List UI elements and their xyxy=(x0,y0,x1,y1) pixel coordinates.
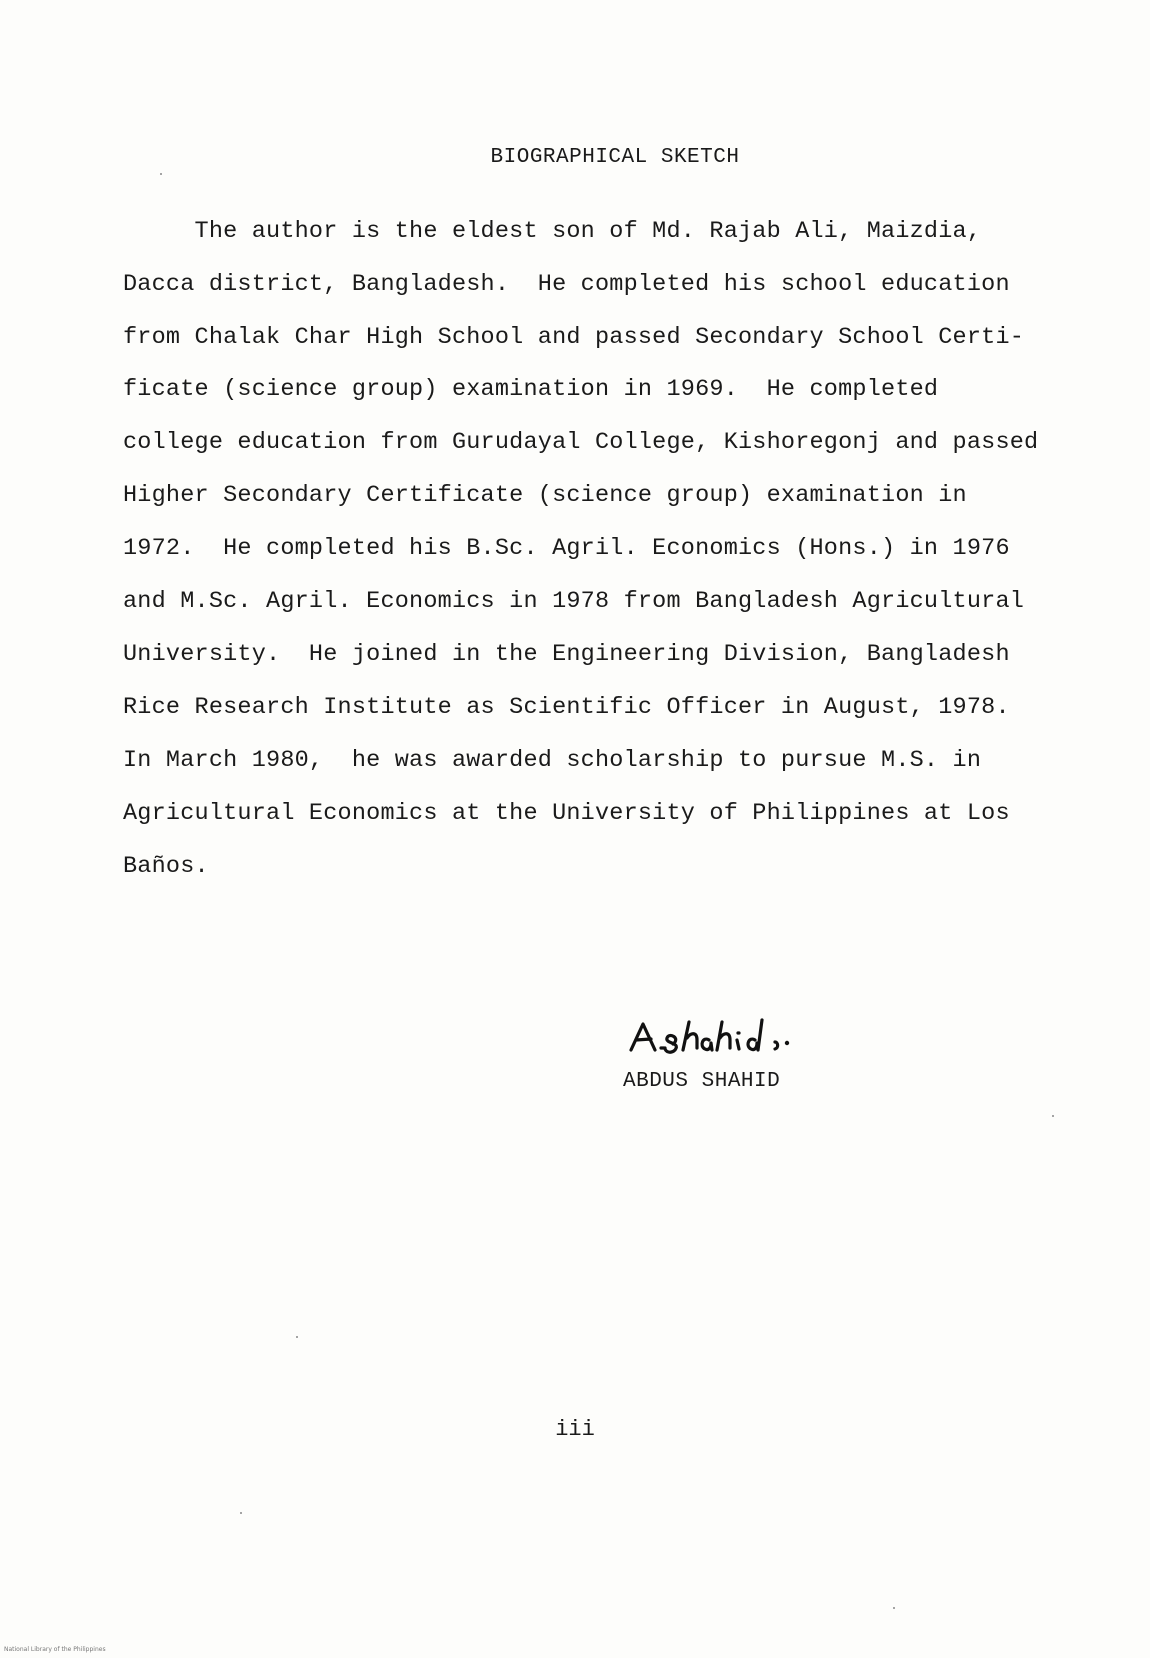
paragraph-line: ficate (science group) examination in 1969. He completed xyxy=(123,376,939,403)
paragraph-line: Higher Secondary Certificate (science group) examination in xyxy=(123,482,967,509)
paragraph-line: and M.Sc. Agril. Economics in 1978 from Bangladesh Agricultural xyxy=(123,588,1025,615)
scan-speck xyxy=(160,173,162,175)
paragraph-line: Agricultural Economics at the University of Philippines at Los xyxy=(123,800,1010,827)
page-number: iii xyxy=(555,1417,595,1442)
paragraph-line: In March 1980, he was awarded scholarship to pursue M.S. in xyxy=(123,747,982,774)
footer-watermark: National Library of the Philippines xyxy=(4,1646,106,1653)
paragraph-line: college education from Gurudayal College, Kishoregonj and passed xyxy=(123,429,1039,456)
page-title: BIOGRAPHICAL SKETCH xyxy=(490,146,740,169)
scan-speck xyxy=(893,1607,895,1609)
scan-speck xyxy=(240,1512,242,1514)
paragraph-line: Dacca district, Bangladesh. He completed his school education xyxy=(123,271,1010,298)
signer-name: ABDUS SHAHID xyxy=(623,1070,781,1093)
paragraph-line: from Chalak Char High School and passed Secondary School Certi- xyxy=(123,324,1025,351)
paragraph-line: The author is the eldest son of Md. Rajab Ali, Maizdia, xyxy=(123,218,982,245)
paragraph-line: Rice Research Institute as Scientific Officer in August, 1978. xyxy=(123,694,1010,721)
paragraph-line: University. He joined in the Engineering Division, Bangladesh xyxy=(123,641,1010,668)
scan-speck xyxy=(296,1336,298,1338)
paragraph-line: 1972. He completed his B.Sc. Agril. Economics (Hons.) in 1976 xyxy=(123,535,1010,562)
paragraph-line: Baños. xyxy=(123,853,209,880)
scan-speck xyxy=(1052,1115,1054,1117)
handwritten-signature xyxy=(625,1010,795,1056)
